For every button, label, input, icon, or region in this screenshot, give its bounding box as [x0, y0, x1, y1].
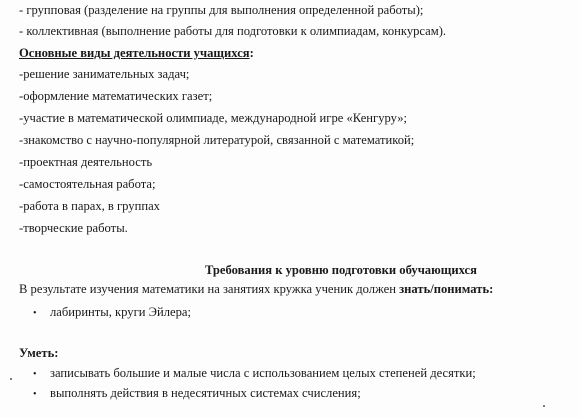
know-list-item [33, 305, 191, 321]
activities-heading-text: Основные виды деятельности учащихся [19, 46, 250, 60]
activity-item: -решение занимательных задач; [19, 67, 190, 81]
scan-speck [543, 405, 545, 407]
result-paragraph [19, 282, 493, 297]
activity-item: -проектная деятельность [19, 155, 153, 169]
activities-heading-colon: : [249, 46, 254, 60]
activity-item: -оформление математических газет; [19, 89, 213, 103]
scan-speck [10, 378, 12, 380]
requirements-heading: Требования к уровню подготовки обучающихся [205, 263, 477, 277]
skill-item-text: выполнять действия в недесятичных системах счисления; [50, 386, 361, 400]
bullet-icon: • [33, 389, 37, 400]
activity-item: -работа в парах, в группах [19, 199, 160, 213]
activity-item: -творческие работы. [19, 221, 128, 235]
result-text: В результате изучения математики на занятиях кружка ученик должен [19, 282, 400, 296]
result-bold-text: знать/понимать: [399, 282, 494, 296]
form-item-collective: - коллективная (выполнение работы для подготовки к олимпиадам, конкурсам). [19, 24, 447, 38]
skills-heading: Уметь: [19, 346, 59, 360]
know-item-text: лабиринты, круги Эйлера; [50, 305, 191, 319]
activity-item: -знакомство с научно-популярной литературой, связанной с математикой; [19, 133, 415, 147]
activity-item: -самостоятельная работа; [19, 177, 156, 191]
form-item-group: - групповая (разделение на группы для выполнения определенной работы); [19, 3, 424, 17]
skill-list-item [33, 366, 476, 382]
skill-item-text: записывать большие и малые числа с использованием целых степеней десятки; [50, 366, 476, 380]
bullet-icon: • [33, 369, 37, 380]
skill-list-item [33, 386, 361, 402]
activity-item: -участие в математической олимпиаде, международной игре «Кенгуру»; [19, 111, 408, 125]
bullet-icon: • [33, 308, 37, 319]
activities-heading [19, 46, 254, 61]
